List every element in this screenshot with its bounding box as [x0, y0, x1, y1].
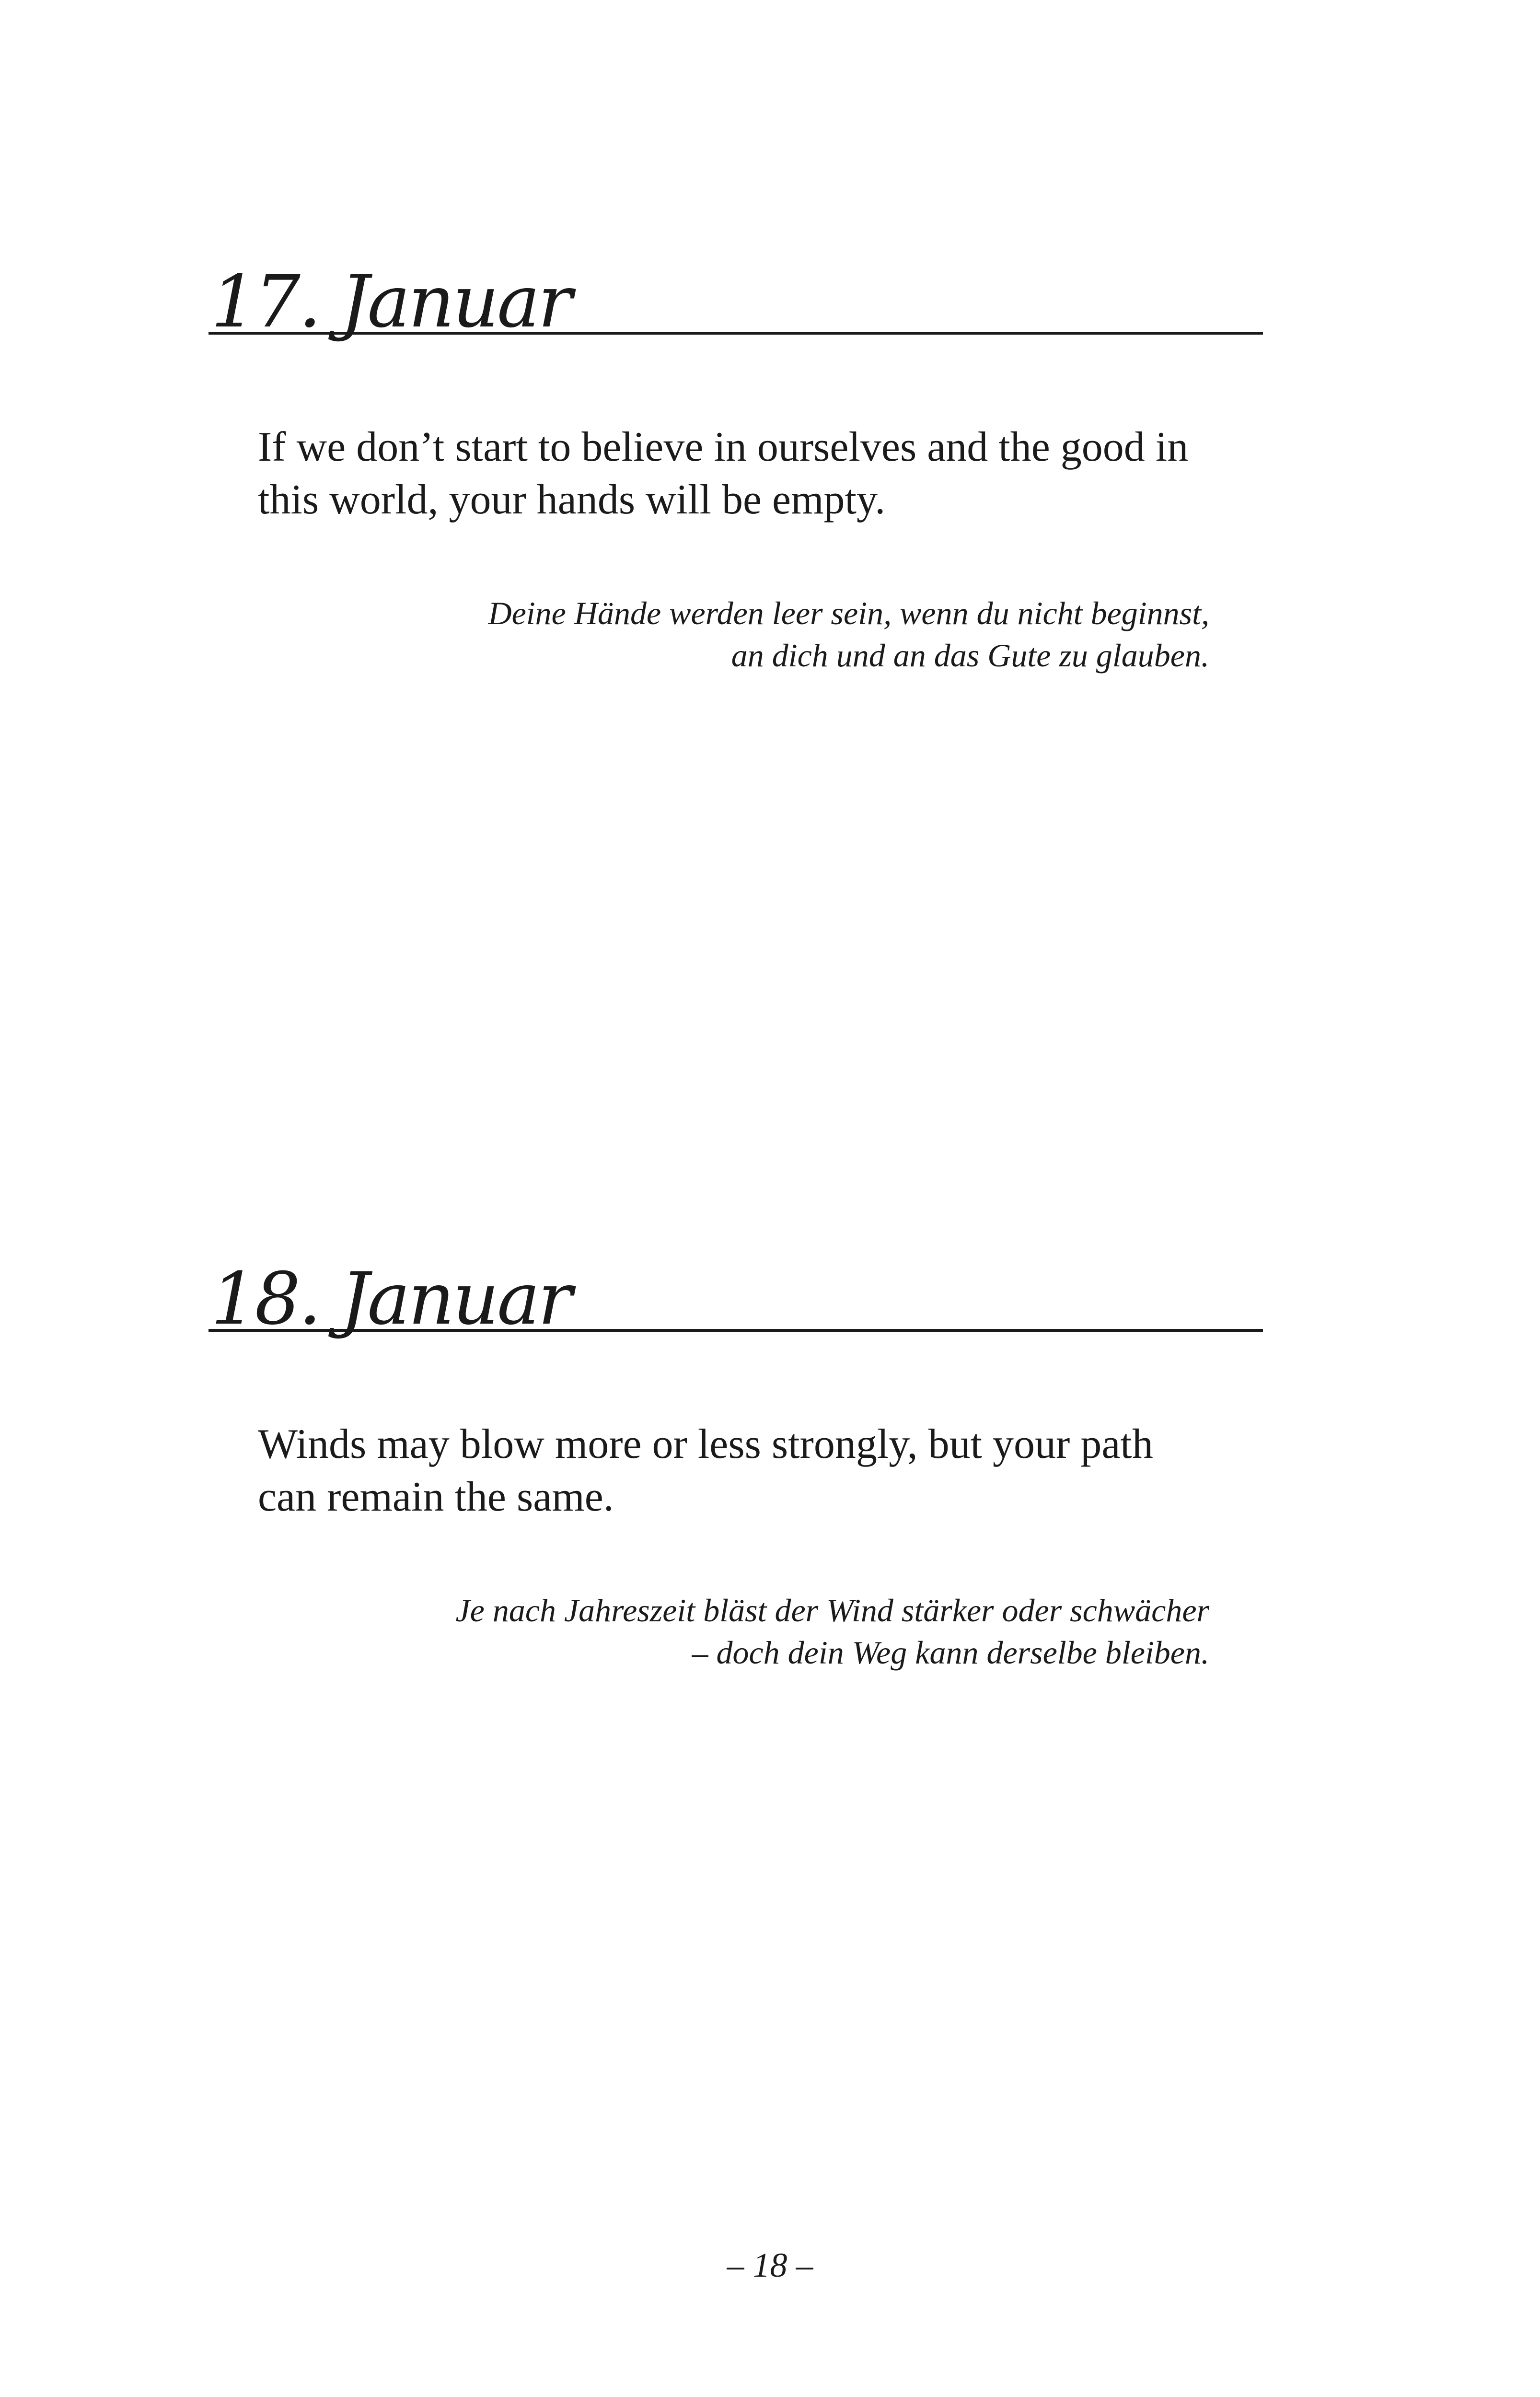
heading-underline — [208, 1329, 1263, 1332]
quote-german-line: – doch dein Weg kann derselbe bleiben. — [692, 1634, 1209, 1671]
quote-english-line: can remain the same. — [258, 1474, 614, 1520]
quote-german — [347, 592, 1209, 676]
quote-english — [258, 1418, 1264, 1524]
quote-english-line: this world, your hands will be empty. — [258, 477, 886, 523]
quote-german — [347, 1589, 1209, 1674]
quote-german-line: Je nach Jahreszeit bläst der Wind stärker oder schwächer — [455, 1592, 1209, 1629]
quote-english — [258, 421, 1264, 526]
quote-german-line: an dich und an das Gute zu glauben. — [731, 637, 1209, 674]
quote-german-line: Deine Hände werden leer sein, wenn du nicht beginnst, — [488, 595, 1209, 631]
heading-underline — [208, 332, 1263, 335]
quote-english-line: If we don’t start to believe in ourselves and the good in — [258, 424, 1189, 470]
date-heading: 18. Januar — [211, 1257, 571, 1341]
page-number: – 18 – — [727, 2246, 813, 2284]
date-heading: 17. Januar — [211, 260, 571, 344]
quote-english-line: Winds may blow more or less strongly, but your path — [258, 1421, 1153, 1467]
